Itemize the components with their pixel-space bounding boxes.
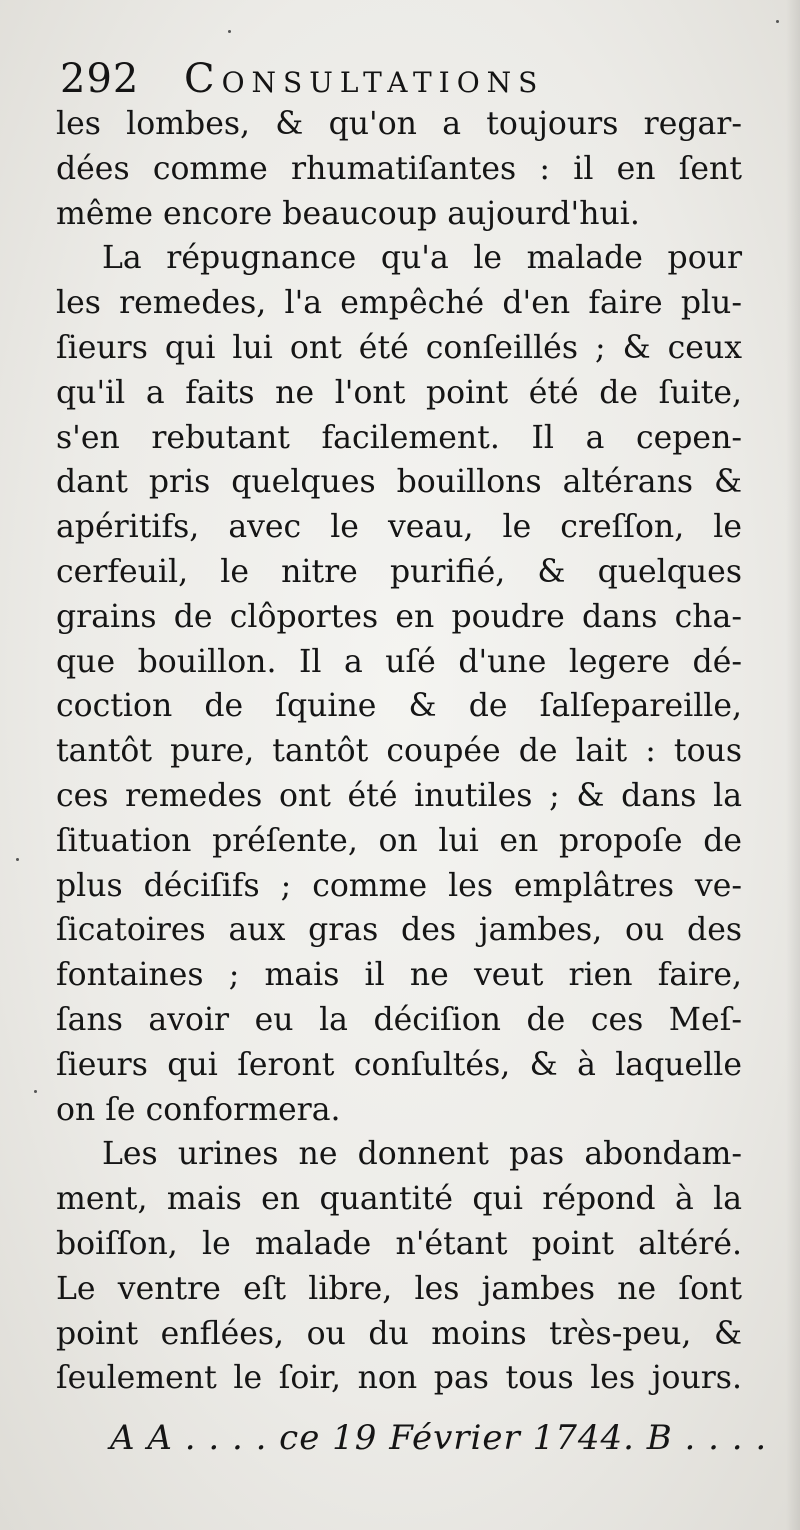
text-line: même encore beaucoup aujourd'hui. — [56, 195, 640, 232]
text-line: Le ventre eſt libre, les jambes ne ſont — [56, 1270, 742, 1307]
text-line: apéritifs, avec le veau, le creſſon, le — [56, 509, 742, 546]
text-line: Les urines ne donnent pas abondam- — [102, 1136, 742, 1173]
text-line: ſans avoir eu la déciſion de ces Meſ- — [56, 1001, 742, 1038]
paragraph — [56, 102, 742, 236]
body-text — [56, 102, 742, 1401]
page-header — [60, 52, 760, 108]
text-line: ſieurs qui lui ont été conſeillés ; & ceux — [56, 329, 742, 366]
text-line: cerfeuil, le nitre purifié, & quelques — [56, 553, 742, 590]
paragraph — [56, 236, 742, 1132]
running-head: Consultations — [184, 56, 545, 102]
print-speck — [228, 30, 231, 33]
text-line: fontaines ; mais il ne veut rien faire, — [56, 957, 742, 994]
text-line: s'en rebutant facilement. Il a cepen- — [56, 419, 742, 456]
text-line: boiſſon, le malade n'étant point altéré. — [56, 1225, 742, 1262]
text-line: grains de clôportes en poudre dans cha- — [56, 598, 742, 635]
text-line: les remedes, l'a empêché d'en faire plu- — [56, 285, 742, 322]
paragraph — [56, 1132, 742, 1401]
text-line: que bouillon. Il a uſé d'une legere dé- — [56, 643, 742, 680]
text-line: ſeulement le ſoir, non pas tous les jours. — [56, 1360, 742, 1397]
text-line: coction de ſquine & de ſalſepareille, — [56, 688, 742, 725]
text-line: point enflées, ou du moins très-peu, & — [56, 1315, 742, 1352]
text-line: plus déciſifs ; comme les emplâtres ve- — [56, 867, 742, 904]
text-line: tantôt pure, tantôt coupée de lait : tous — [56, 733, 742, 770]
text-line: qu'il a faits ne l'ont point été de ſuite, — [56, 374, 742, 411]
text-line: ſieurs qui ſeront conſultés, & à laquelle — [56, 1046, 742, 1083]
text-line: ſituation préſente, on lui en propoſe de — [56, 822, 742, 859]
print-speck — [16, 858, 19, 861]
page-edge-shadow — [786, 0, 800, 1530]
text-line: ces remedes ont été inutiles ; & dans la — [56, 777, 742, 814]
text-line: on ſe conformera. — [56, 1091, 341, 1128]
text-line: ment, mais en quantité qui répond à la — [56, 1181, 742, 1218]
text-line: dant pris quelques bouillons altérans & — [56, 464, 742, 501]
text-line: ſicatoires aux gras des jambes, ou des — [56, 912, 742, 949]
signature-line: A A . . . . ce 19 Février 1744. B . . . . — [110, 1418, 768, 1458]
text-line: les lombes, & qu'on a toujours regar- — [56, 106, 742, 142]
text-line: La répugnance qu'a le malade pour — [102, 240, 742, 277]
print-speck — [34, 1090, 37, 1093]
page-number: 292 — [60, 56, 140, 102]
print-speck — [776, 20, 779, 23]
text-line: dées comme rhumatiſantes : il en ſent — [56, 150, 742, 187]
